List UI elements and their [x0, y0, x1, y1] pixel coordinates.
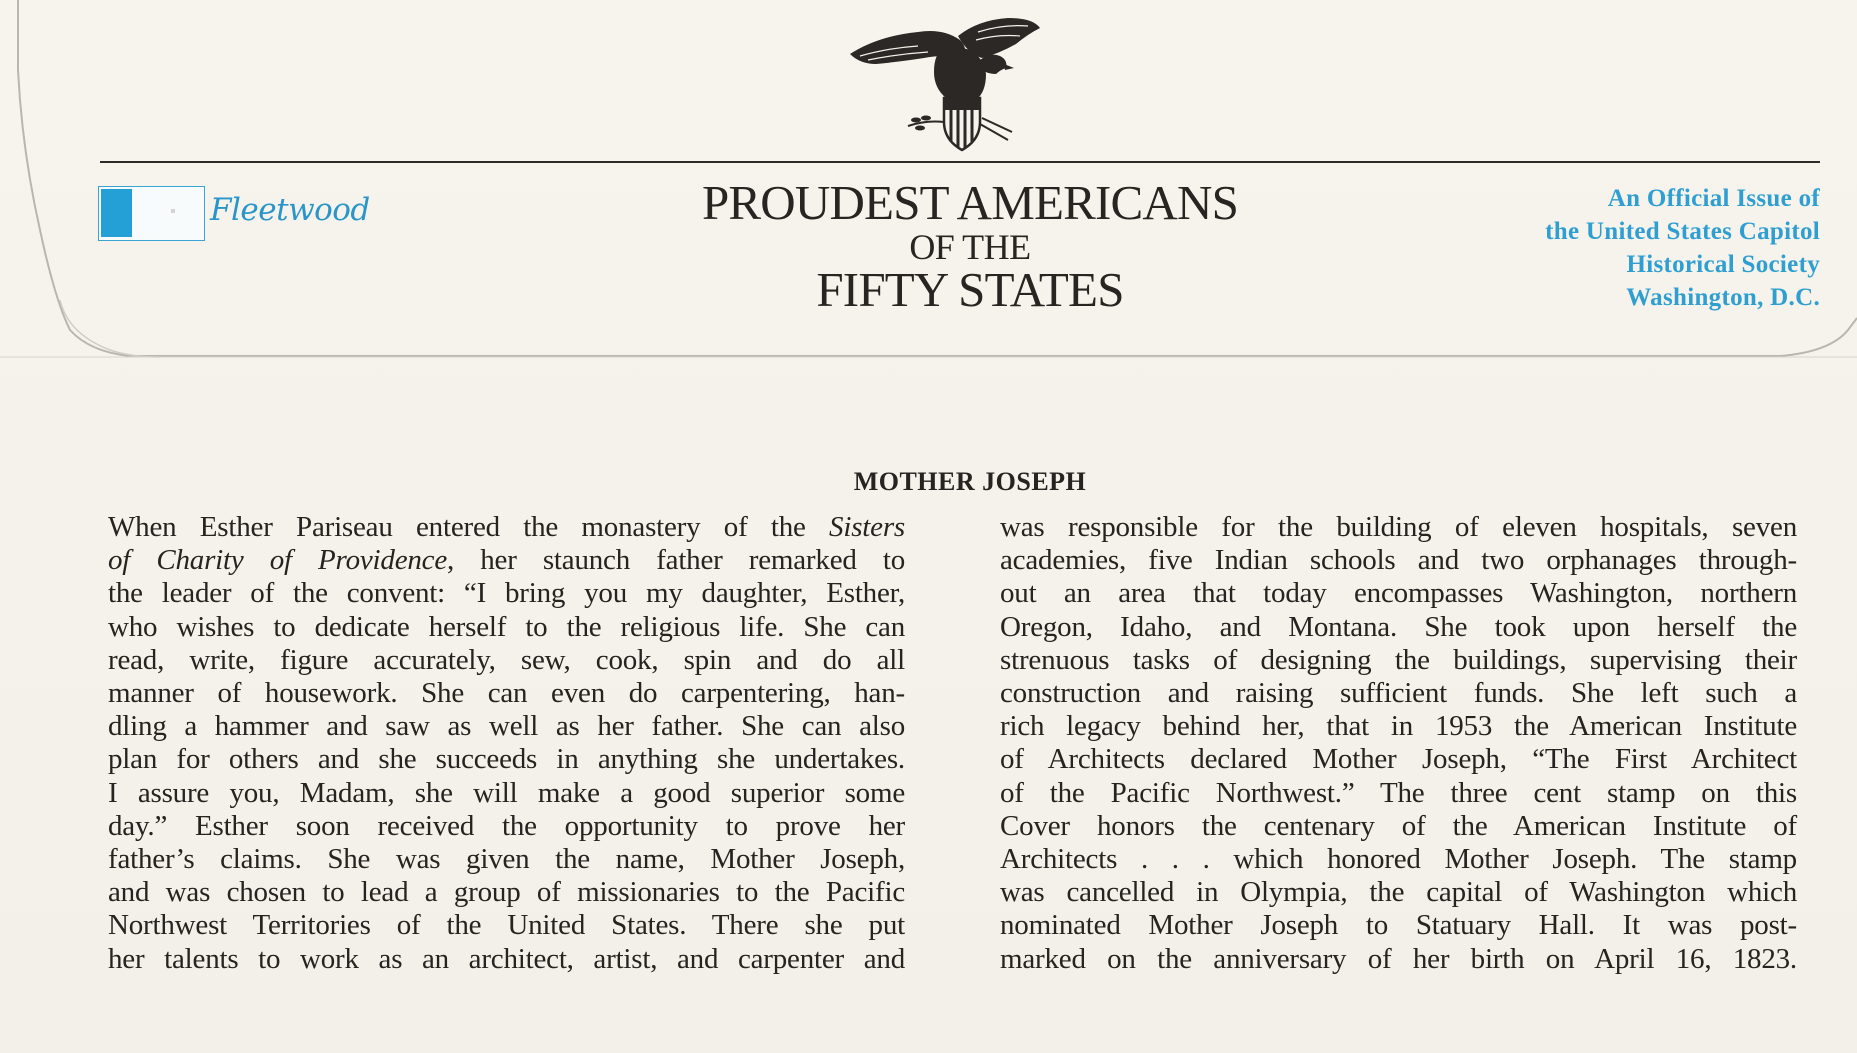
right-column-line: Oregon, Idaho, and Montana. She took upon herself the: [1000, 610, 1797, 643]
left-column-line: her talents to work as an architect, artist, and carpenter and: [108, 942, 905, 975]
fleetwood-logo: [98, 186, 408, 242]
left-column-line: of Charity of Providence, her staunch father remarked to: [108, 544, 905, 577]
fleetwood-logo-icon: [98, 186, 205, 241]
right-column-line: nominated Mother Joseph to Statuary Hall. It was post-: [1000, 909, 1797, 942]
left-column-line: and was chosen to lead a group of missionaries to the Pacific: [108, 876, 905, 909]
official-line-4: Washington, D.C.: [1626, 284, 1820, 311]
left-column-line: Northwest Territories of the United States. There she put: [108, 909, 905, 942]
right-column-line: strenuous tasks of designing the buildings, supervising their: [1000, 643, 1797, 676]
left-column-line: dling a hammer and saw as well as her father. She can also: [108, 710, 905, 743]
header-rule: [100, 161, 1820, 163]
right-column-line: marked on the anniversary of her birth on April 16, 1823.: [1000, 942, 1797, 975]
title-line-3: FIFTY STATES: [816, 262, 1124, 317]
title-line-1: PROUDEST AMERICANS: [701, 175, 1239, 230]
left-column-line: day.” Esther soon received the opportunity to prove her: [108, 809, 905, 842]
title-line-2: OF THE: [909, 227, 1031, 267]
right-column-line: was cancelled in Olympia, the capital of Washington which: [1000, 876, 1797, 909]
right-column-line: Architects . . . which honored Mother Joseph. The stamp: [1000, 843, 1797, 876]
right-column-line: was responsible for the building of eleven hospitals, seven: [1000, 511, 1797, 543]
right-column-line: academies, five Indian schools and two orphanages through-: [1000, 544, 1797, 577]
official-line-3: Historical Society: [1626, 251, 1820, 278]
article-left-column: [108, 511, 905, 976]
official-issue-note: [1440, 182, 1820, 314]
article-title: MOTHER JOSEPH: [853, 467, 1087, 496]
page-title: [560, 176, 1380, 316]
left-column-line: read, write, figure accurately, sew, cook, spin and do all: [108, 643, 905, 676]
left-column-line: plan for others and she succeeds in anything she undertakes.: [108, 743, 905, 776]
official-line-2: the United States Capitol: [1545, 218, 1820, 245]
left-column-line: father’s claims. She was given the name, Mother Joseph,: [108, 843, 905, 876]
left-column-line: the leader of the convent: “I bring you my daughter, Esther,: [108, 577, 905, 610]
eagle-with-shield-icon: [848, 14, 1043, 156]
right-column-line: out an area that today encompasses Washington, northern: [1000, 577, 1797, 610]
right-column-line: of Architects declared Mother Joseph, “The First Architect: [1000, 743, 1797, 776]
right-column-line: construction and raising sufficient funds. She left such a: [1000, 677, 1797, 710]
left-column-line: manner of housework. She can even do carpentering, han-: [108, 677, 905, 710]
right-column-line: of the Pacific Northwest.” The three cent stamp on this: [1000, 776, 1797, 809]
official-line-1: An Official Issue of: [1607, 185, 1820, 212]
left-column-line: I assure you, Madam, she will make a good superior some: [108, 776, 905, 809]
left-column-line: When Esther Pariseau entered the monastery of the Sisters: [108, 511, 905, 543]
right-column-line: Cover honors the centenary of the American Institute of: [1000, 809, 1797, 842]
article-right-column: [1000, 511, 1797, 976]
right-column-line: rich legacy behind her, that in 1953 the American Institute: [1000, 710, 1797, 743]
left-column-line: who wishes to dedicate herself to the religious life. She can: [108, 610, 905, 643]
logo-text: Fleetwood: [210, 192, 370, 228]
